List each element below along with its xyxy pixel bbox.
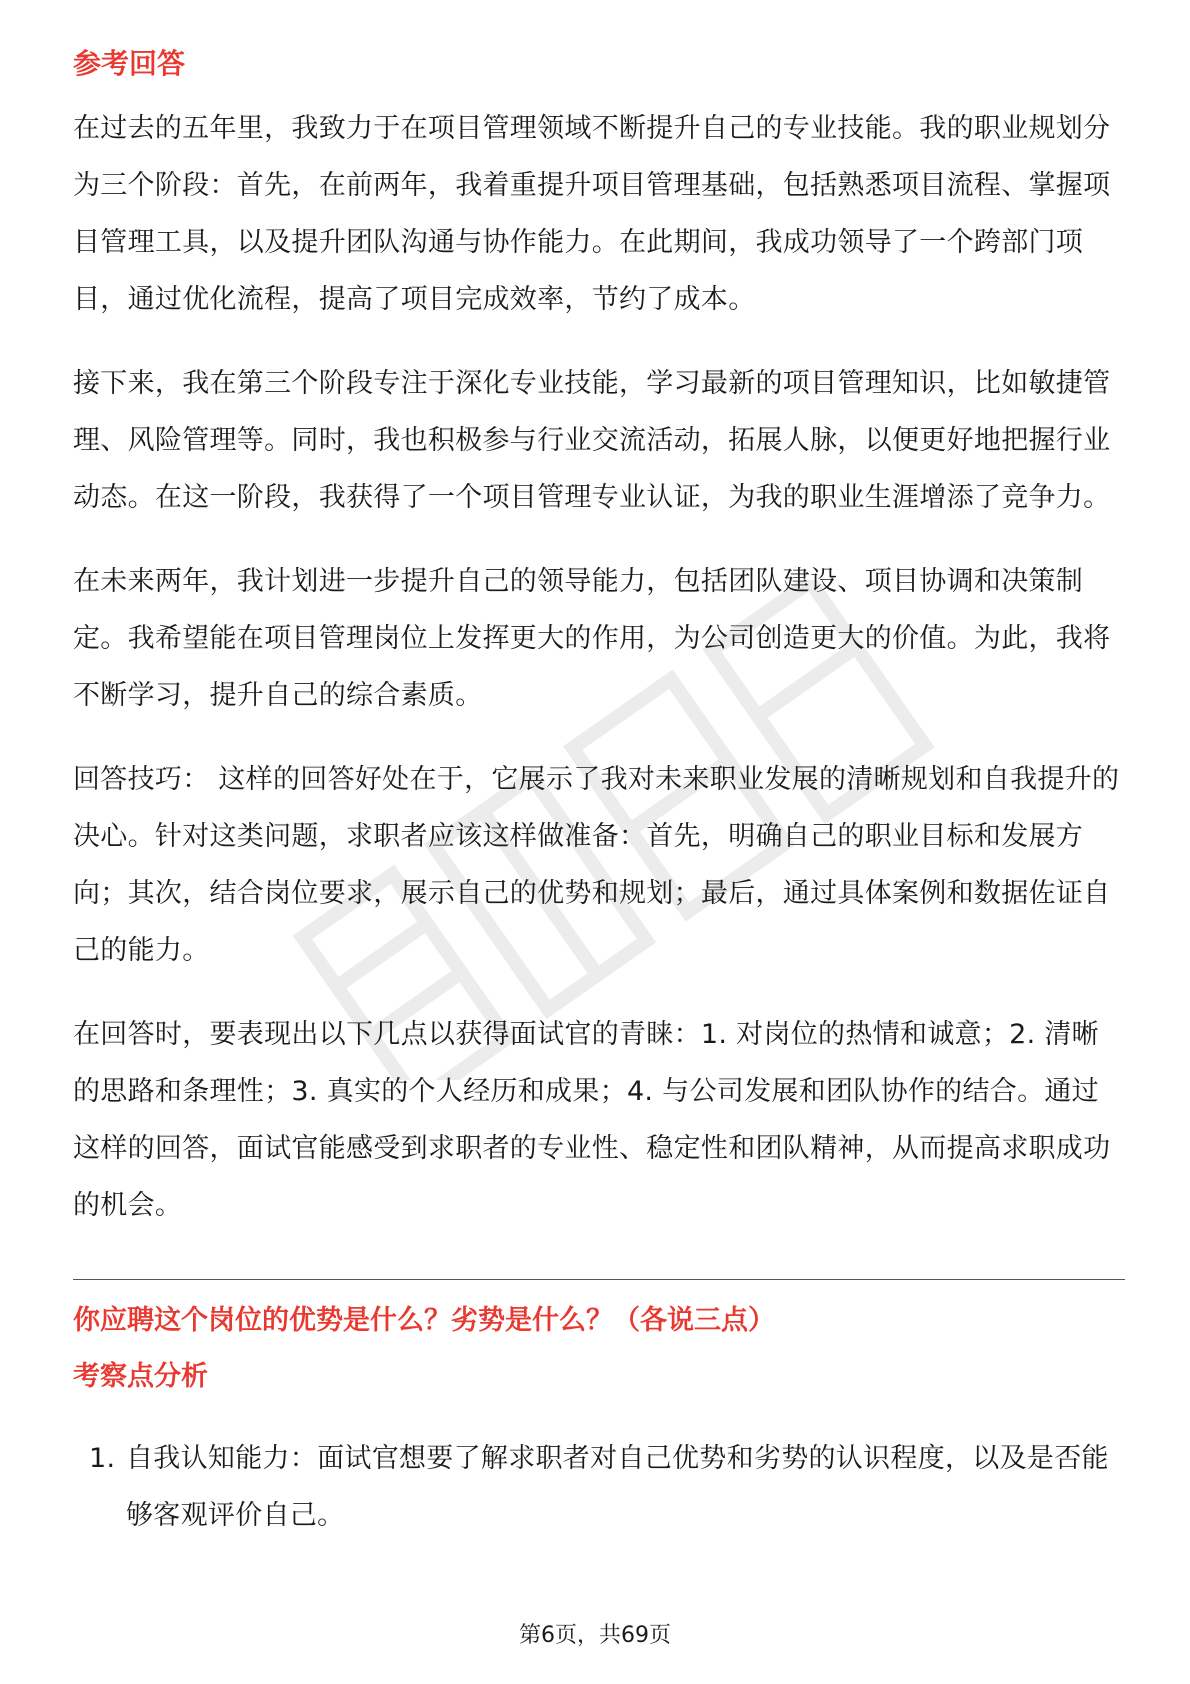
reference-answer-heading: 参考回答 — [73, 47, 186, 80]
answer-tips-paragraph: 回答技巧： 这样的回答好处在于，它展示了我对未来职业发展的清晰规划和自我提升的决心。针对这类问题，求职者应该这样做准备：首先，明确自己的职业目标和发展方向；其次，结合岗位要求，展示自己的优势和规划；最后，通过具体案例和数据佐证自己的能力。 — [73, 764, 1120, 966]
analysis-list — [73, 1430, 1125, 1544]
list-item-number: 1. — [89, 1443, 116, 1474]
list-item — [73, 1430, 1125, 1544]
answer-paragraph-1: 在过去的五年里，我致力于在项目管理领域不断提升自己的专业技能。我的职业规划分为三个阶段：首先，在前两年，我着重提升项目管理基础，包括熟悉项目流程、掌握项目管理工具，以及提升团队沟通与协作能力。在此期间，我成功领导了一个跨部门项目，通过优化流程，提高了项目完成效率，节约了成本。 — [73, 113, 1111, 315]
answer-paragraph-5: 在回答时，要表现出以下几点以获得面试官的青睐：1. 对岗位的热情和诚意；2. 清晰的思路和条理性；3. 真实的个人经历和成果；4. 与公司发展和团队协作的结合。通过这样的回答，面试官能感受到求职者的专业性、稳定性和团队精神，从而提高求职成功的机会。 — [73, 1019, 1111, 1221]
list-item-text: 自我认知能力：面试官想要了解求职者对自己优势和劣势的认识程度，以及是否能够客观评价自己。 — [126, 1443, 1109, 1531]
analysis-heading: 考察点分析 — [73, 1361, 208, 1392]
answer-paragraph-3: 在未来两年，我计划进一步提升自己的领导能力，包括团队建设、项目协调和决策制定。我希望能在项目管理岗位上发挥更大的作用，为公司创造更大的价值。为此，我将不断学习，提升自己的综合素质。 — [73, 566, 1111, 711]
answer-paragraph-2: 接下来，我在第三个阶段专注于深化专业技能，学习最新的项目管理知识，比如敏捷管理、风险管理等。同时，我也积极参与行业交流活动，拓展人脉，以便更好地把握行业动态。在这一阶段，我获得了一个项目管理专业认证，为我的职业生涯增添了竞争力。 — [73, 368, 1111, 513]
section-divider — [73, 1279, 1125, 1280]
question-title: 你应聘这个岗位的优势是什么？劣势是什么？（各说三点） — [73, 1305, 775, 1336]
page-number-footer: 第6页，共69页 — [519, 1623, 671, 1648]
document-page — [73, 44, 1125, 1544]
